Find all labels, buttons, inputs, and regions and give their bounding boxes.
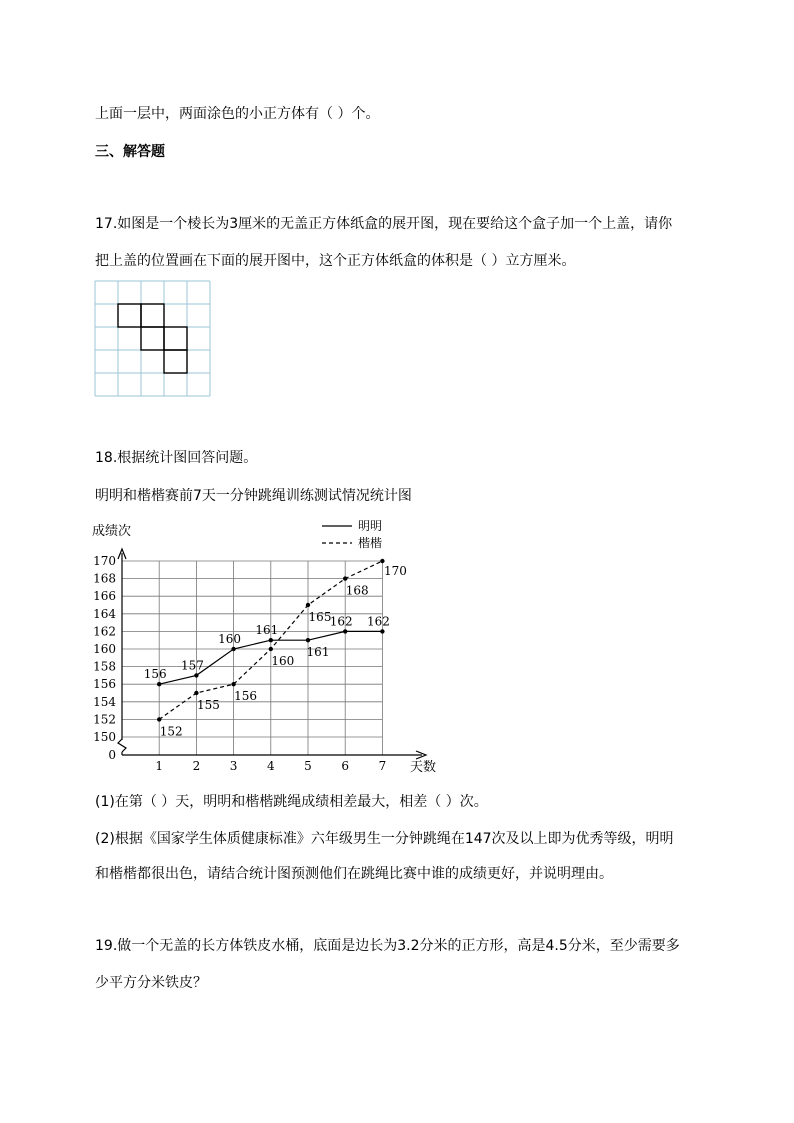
x-tick-label: 7: [378, 759, 387, 773]
data-point: [343, 576, 347, 580]
cube-net-figure: [94, 280, 214, 400]
y-axis-label: 成绩次: [92, 524, 132, 539]
x-axis-label: 天数: [410, 760, 437, 775]
data-point: [231, 682, 235, 686]
data-point: [194, 673, 198, 677]
data-label: 160: [218, 632, 242, 646]
q19-text-line1: 19.做一个无盖的长方体铁皮水桶，底面是边长为3.2分米的正方形，高是4.5分米，至少需要多: [95, 938, 680, 954]
y-tick-label: 162: [93, 624, 116, 639]
intro-line: 上面一层中，两面涂色的小正方体有（ ）个。: [95, 106, 380, 122]
data-label: 161: [306, 645, 330, 660]
data-label: 155: [196, 698, 220, 712]
y-tick-label: 164: [93, 606, 116, 621]
y-tick-label: 170: [93, 554, 116, 568]
data-point: [269, 638, 273, 642]
chart-title: 明明和楷楷赛前7天一分钟跳绳训练测试情况统计图: [95, 488, 412, 504]
data-label: 152: [159, 724, 183, 739]
x-tick-label: 3: [229, 759, 238, 773]
x-tick-label: 6: [341, 759, 350, 773]
data-label: 156: [234, 689, 258, 704]
q19-text-line2: 少平方分米铁皮？: [95, 975, 207, 991]
y-tick-label: 158: [93, 659, 116, 674]
q17-text-line2: 把上盖的位置画在下面的展开图中，这个正方体纸盒的体积是（ ）立方厘米。: [95, 253, 576, 269]
data-point: [231, 647, 235, 651]
q18-prompt: 18.根据统计图回答问题。: [95, 450, 258, 466]
section-heading: 三、解答题: [95, 144, 165, 160]
data-label: 162: [329, 614, 353, 629]
y-tick-label: 154: [93, 694, 116, 709]
legend-mingming: 明明: [358, 519, 383, 533]
y-tick-label: 0: [108, 748, 116, 762]
data-label: 168: [345, 583, 369, 598]
y-tick-label: 160: [93, 642, 116, 656]
data-point: [343, 629, 347, 633]
legend-kaikai: 楷楷: [358, 536, 383, 550]
data-point: [306, 638, 310, 642]
data-point: [269, 647, 273, 651]
data-point: [380, 559, 384, 563]
data-point: [380, 629, 384, 633]
data-point: [157, 682, 161, 686]
data-label: 165: [308, 610, 332, 624]
q18-sub2-line2: 和楷楷都很出色，请结合统计图预测他们在跳绳比赛中谁的成绩更好，并说明理由。: [95, 866, 613, 882]
x-tick-label: 2: [192, 759, 201, 773]
data-label: 157: [180, 658, 204, 673]
line-chart: [80, 515, 440, 775]
data-label: 162: [366, 614, 390, 629]
y-tick-label: 152: [93, 712, 116, 727]
q17-text-line1: 17.如图是一个棱长为3厘米的无盖正方体纸盒的展开图，现在要给这个盒子加一个上盖，请你: [95, 216, 673, 232]
y-tick-label: 168: [93, 571, 116, 586]
x-tick-label: 1: [155, 759, 164, 773]
data-label: 170: [383, 564, 407, 578]
data-point: [157, 717, 161, 721]
data-label: 156: [143, 667, 167, 682]
x-tick-label: 5: [304, 759, 312, 773]
data-label: 160: [271, 654, 295, 668]
y-tick-label: 156: [93, 677, 116, 692]
x-tick-label: 4: [266, 759, 275, 773]
data-label: 161: [255, 623, 279, 638]
y-tick-label: 166: [93, 589, 116, 604]
data-point: [306, 603, 310, 607]
data-point: [194, 691, 198, 695]
y-tick-label: 150: [93, 730, 116, 744]
q18-sub2-line1: (2)根据《国家学生体质健康标准》六年级男生一分钟跳绳在147次及以上即为优秀等级，明明: [95, 831, 674, 847]
q18-sub1: (1)在第（ ）天，明明和楷楷跳绳成绩相差最大，相差（ ）次。: [95, 794, 488, 810]
